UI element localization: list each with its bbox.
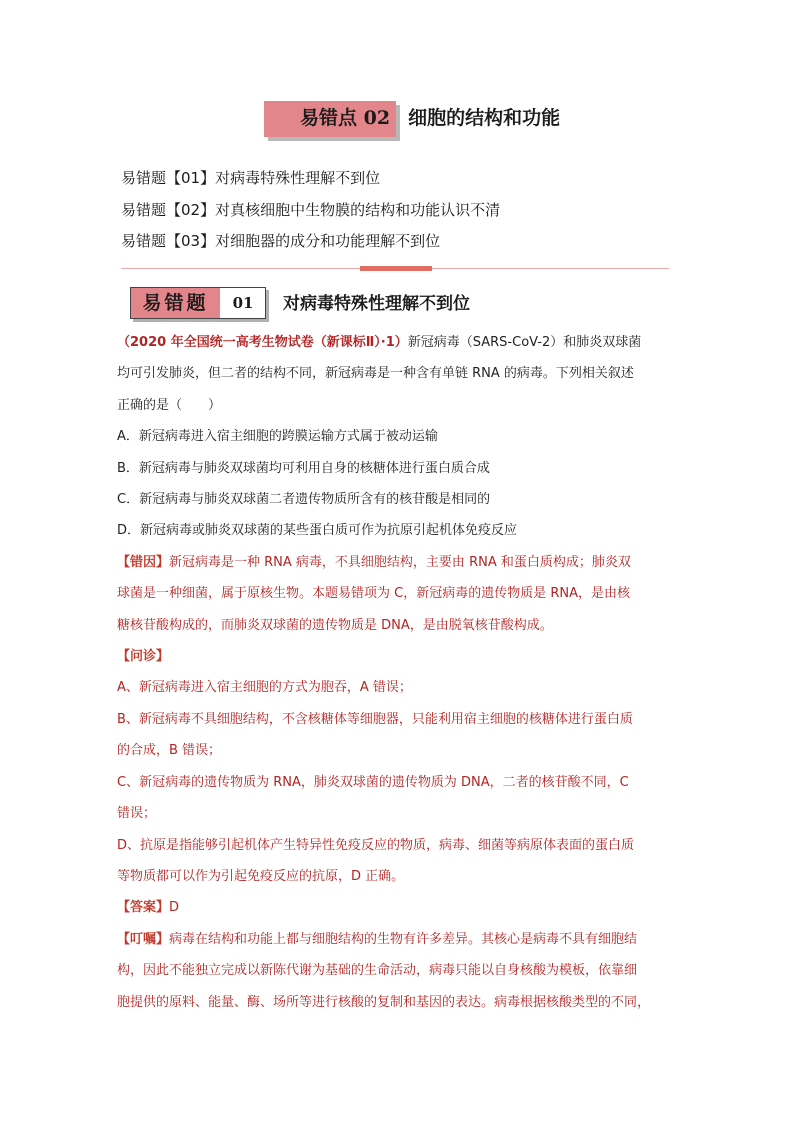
question-stem-line: 均可引发肺炎，但二者的结构不同，新冠病毒是一种含有单链 RNA 的病毒。下列相关叙述 [117, 366, 634, 382]
diagnosis-line: D、抗原是指能够引起机体产生特异性免疫反应的物质，病毒、细菌等病原体表面的蛋白质 [117, 837, 635, 853]
toc-item: 易错题【03】对细胞器的成分和功能理解不到位 [121, 232, 441, 250]
option-b: B．新冠病毒与肺炎双球菌均可利用自身的核糖体进行蛋白质合成 [117, 460, 490, 476]
question-stem-1: 新冠病毒（SARS-CoV-2）和肺炎双球菌 [407, 335, 642, 350]
toc-item: 易错题【01】对病毒特殊性理解不到位 [121, 169, 381, 187]
diagnosis-line: 等物质都可以作为引起免疫反应的抗原，D 正确。 [117, 868, 405, 884]
option-d: D．新冠病毒或肺炎双球菌的某些蛋白质可作为抗原引起机体免疫反应 [117, 523, 518, 539]
question-body [117, 327, 675, 1018]
question-stem-line: 正确的是（ ） [117, 397, 222, 413]
title-prefix: 易错点 02 [300, 107, 391, 129]
cause-tag: 【错因】 [117, 554, 170, 570]
cause-line [117, 547, 675, 578]
divider-accent [360, 266, 432, 271]
reminder-tag: 【叮嘱】 [117, 931, 170, 947]
toc-item: 易错题【02】对真核细胞中生物膜的结构和功能认识不清 [121, 200, 501, 219]
question-source: （2020 年全国统一高考生物试卷（新课标Ⅱ）·1） [117, 335, 408, 350]
page-title [300, 104, 560, 132]
cause-line: 球菌是一种细菌，属于原核生物。本题易错项为 C，新冠病毒的遗传物质是 RNA，是由核 [117, 586, 630, 602]
answer-value: D [169, 900, 180, 916]
diagnosis-line: B、新冠病毒不具细胞结构，不含核糖体等细胞器，只能利用宿主细胞的核糖体进行蛋白质 [117, 711, 633, 727]
option-c: C．新冠病毒与肺炎双球菌二者遗传物质所含有的核苷酸是相同的 [117, 492, 491, 508]
toc-list [121, 163, 500, 258]
diagnosis-line: C、新冠病毒的遗传物质为 RNA，肺炎双球菌的遗传物质为 DNA，二者的核苷酸不同，C [117, 774, 629, 790]
answer-tag: 【答案】 [117, 900, 170, 916]
diagnosis-line: 错误； [117, 806, 157, 822]
title-text: 细胞的结构和功能 [408, 107, 561, 129]
reminder-text: 病毒在结构和功能上都与细胞结构的生物有许多差异。其核心是病毒不具有细胞结 [169, 931, 638, 947]
diagnosis-tag: 【问诊】 [117, 649, 170, 665]
diagnosis-line: A、新冠病毒进入宿主细胞的方式为胞吞，A 错误； [117, 680, 412, 696]
section-number: 01 [232, 294, 254, 312]
option-a: A．新冠病毒进入宿主细胞的跨膜运输方式属于被动运输 [117, 429, 438, 445]
section-title: 对病毒特殊性理解不到位 [283, 294, 470, 314]
reminder-line [117, 924, 675, 955]
question-stem-line [117, 327, 675, 358]
reminder-line: 构，因此不能独立完成以新陈代谢为基础的生命活动，病毒只能以自身核酸为模板，依靠细 [117, 963, 638, 979]
section-badge [130, 287, 266, 319]
section-label: 易错题 [131, 288, 220, 318]
diagnosis-line: 的合成，B 错误； [117, 743, 222, 759]
answer-line [117, 892, 675, 923]
cause-line: 糖核苷酸构成的，而肺炎双球菌的遗传物质是 DNA，是由脱氧核苷酸构成。 [117, 617, 553, 633]
reminder-line: 胞提供的原料、能量、酶、场所等进行核酸的复制和基因的表达。病毒根据核酸类型的不同， [117, 994, 651, 1010]
cause-text: 新冠病毒是一种 RNA 病毒，不具细胞结构，主要由 RNA 和蛋白质构成；肺炎双 [169, 554, 631, 570]
